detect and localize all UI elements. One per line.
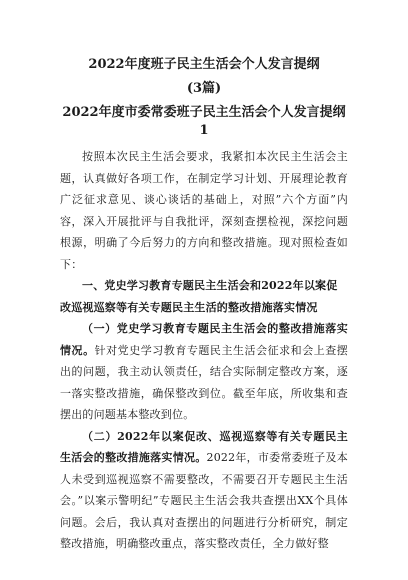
subsection-1-heading: （一）党史学习教育专题民主生活会的整改措施落实情况。 — [60, 322, 348, 357]
subsection-2-paragraph — [60, 426, 348, 555]
intro-paragraph: 按照本次民主生活会要求，我紧扣本次民主生活会主题，认真做好各项工作，在制定学习计划、开展理论教育广泛征求意见、谈心谈话的基础上，对照”六个方面”内容，深入开展批评与自我批评，深刻查摆检视，深挖问题根源，明确了今后努力的方向和整改措施。现对照检查如下： — [60, 150, 348, 271]
section-1-heading: 一、党史学习教育专题民主生活会和2022年以案促改巡视巡察等有关专题民主生活的整改措施落实情况 — [60, 279, 338, 314]
subsection-1-body: 针对党史学习教育专题民主生活会征求和会上查摆出的问题，我主动认领责任，结合实际制定整改方案，逐一落实整改措施，确保整改到位。截至年底，所收集和查摆出的问题基本整改到位。 — [60, 343, 348, 421]
subsection-1-paragraph — [60, 318, 348, 426]
document-title: 2022年度班子民主生活会个人发言提纲 — [88, 57, 320, 72]
document-subtitle: 2022年度市委常委班子民主生活会个人发言提纲1 — [62, 105, 346, 138]
document-title-count: (3篇) — [186, 81, 222, 96]
subsection-2-body: 2022年，市委常委班子及本人未受到巡视巡察不需要整改，不需要召开专题民主生活会。”以案示警明纪”专题民主生活会我共查摆出XX个具体问题。会后，我认真对查摆出的问题进行分析研究，制定整改措施，明确整改重点，落实整改责任，全力做好整 — [60, 451, 348, 550]
subsection-2-heading: （二）2022年以案促改、巡视巡察等有关专题民主生活会的整改措施落实情况。 — [60, 429, 348, 464]
